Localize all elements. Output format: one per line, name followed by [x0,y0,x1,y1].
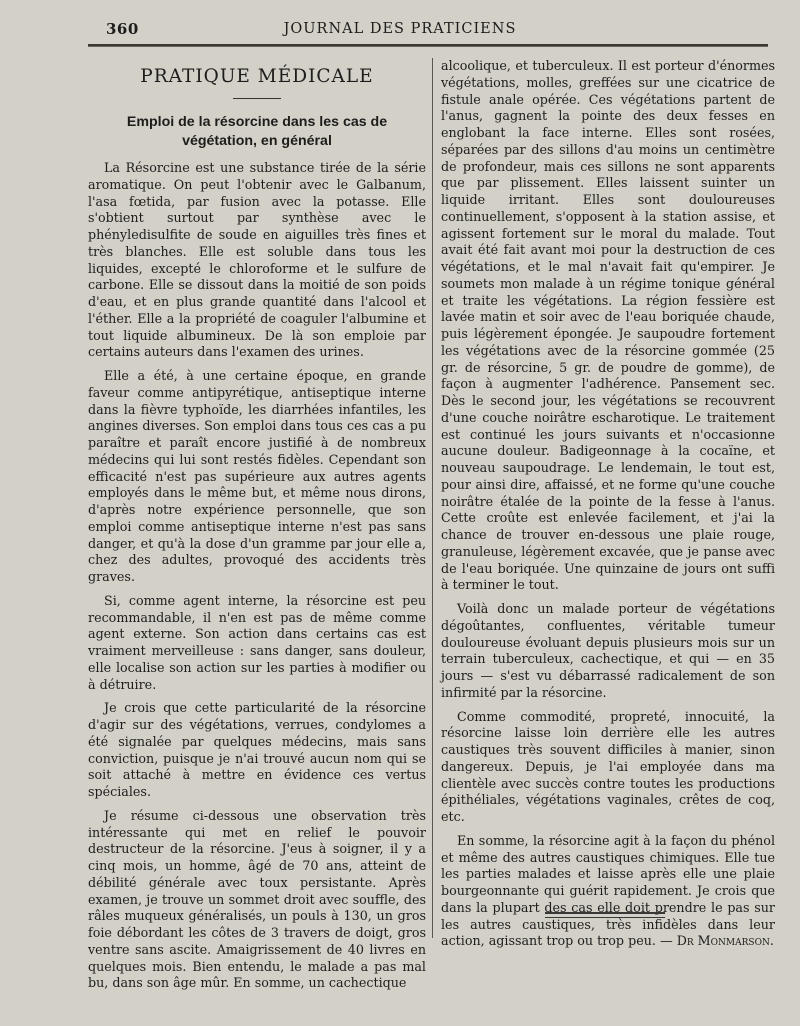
left-column [88,58,426,999]
paragraph: Je résume ci-dessous une observation très intéressante qui met en relief le pouvoir destructeur de la résorcine. J'eus à soigner, il y a cinq mois, un homme, âgé de 70 ans, atteint de débilité générale avec toux persistante. Après examen, je trouve un sommet droit avec souffle, des râles muqueux généralisés, un pouls à 130, un gros foie débordant les côtes de 3 travers de doigt, gros ventre sans ascite. Amaigrissement de 40 livres en quelques mois. Bien entendu, le malade a pas mal bu, dans son âge mûr. En somme, un cachectique [88,807,426,991]
paragraph: Elle a été, à une certaine époque, en grande faveur comme antipyrétique, antiseptique interne dans la fièvre typhoïde, les diarrhées infantiles, les angines diverses. Son emploi dans tous ces cas a pu paraître et paraît encore justifié à de nombreux médecins qui lui sont restés fidèles. Cependant son efficacité n'est pas supérieure aux autres agents employés dans le même but, et même nous dirons, d'après notre expérience personnelle, que son emploi comme antiseptique interne n'est pas sans danger, et qu'à la dose d'un gramme par jour elle a, chez des adultes, provoqué des accidents très graves. [88,368,426,584]
paragraph-with-signature [441,833,775,950]
end-rule [545,912,665,918]
section-divider [233,98,281,99]
paragraph: Je crois que cette particularité de la résorcine d'agir sur des végétations, verrues, condylomes a été signalée par quelques médecins, mais sans conviction, puisque je n'ai trouvé aucun nom qui se soit attaché à mettre en évidence ces vertus spéciales. [88,700,426,799]
paragraph: Comme commodité, propreté, innocuité, la résorcine laisse loin derrière elle les autres caustiques très souvent difficiles à manier, sinon dangereux. Depuis, je l'ai employée dans ma clientèle avec succès contre toutes les productions épithéliales, végétations vaginales, crêtes de coq, etc. [441,708,775,824]
page-number: 360 [106,20,139,38]
article-title: Emploi de la résorcine dans les cas de végétation, en général [126,114,388,149]
running-title: JOURNAL DES PRATICIENS [283,21,517,37]
page-header [0,0,800,46]
section-title: PRATIQUE MÉDICALE [140,66,374,87]
paragraph: alcoolique, et tuberculeux. Il est porteur d'énormes végétations, molles, greffées sur une cicatrice de fistule anale opérée. Ces végétations partent de l'anus, gagnent la pointe des deux fesses en englobant la face interne. Elles sont rosées, séparées par des sillons d'au moins un centimètre de profondeur, mais ces sillons ne sont apparents que par plissement. Elles laissent suinter un liquide irritant. Elles sont douloureuses continuellement, s'opposent à la station assise, et agissent fortement sur le moral du malade. Tout avait été fait avant moi pour la destruction de ces végétations, et le mal n'avait fait qu'empirer. Je soumets mon malade à un régime tonique général et traite les végétations. La région fessière est lavée matin et soir avec de l'eau boriquée chaude, puis légèrement épongée. Je saupoudre fortement les végétations avec de la résorcine gommée (25 gr. de résorcine, 5 gr. de poudre de gomme), de façon à augmenter l'adhérence. Pansement sec. Dès le second jour, les végétations se recouvrent d'une couche noirâtre escharotique. Le traitement est continué les jours suivants et n'occasionne aucune douleur. Badigeonnage à la cocaïne, et nouveau saupoudrage. Le lendemain, le tout est, pour ainsi dire, affaissé, et ne forme qu'une couche noirâtre étalée de la pointe de la fesse à l'anus. Cette croûte est enlevée facilement, et j'ai la chance de trouver en-dessous une plaie rouge, granuleuse, légèrement excavée, que je panse avec de l'eau boriquée. Une quinzaine de jours ont suffi à terminer le tout. [441,58,775,593]
paragraph: Si, comme agent interne, la résorcine est peu recommandable, il n'en est pas de même comme agent externe. Son action dans certains cas est vraiment merveilleuse : sans danger, sans douleur, elle localise son action sur les parties à modifier ou à détruire. [88,592,426,692]
paragraph: Voilà donc un malade porteur de végétations dégoûtantes, confluentes, véritable tumeur douloureuse évoluant depuis plusieurs mois sur un terrain tuberculeux, cachectique, et qui — en 35 jours — s'est vu débarrassé radicalement de son infirmité par la résorcine. [441,601,775,700]
header-rule [88,44,768,47]
right-column [441,58,775,957]
author-signature: Dr Monmarson. [676,933,774,949]
column-divider [432,58,433,938]
paragraph: En somme, la résorcine agit à la façon du phénol et même des autres caustiques chimiques. Elle tue les parties malades et laisse après elle une plaie bourgeonnante qui guérit rapidement. Je crois que dans la plupart des cas elle doit prendre le pas sur les autres caustiques, très infidèles dans leur action, agissant trop ou trop peu. — [441,832,775,949]
paragraph: La Résorcine est une substance tirée de la série aromatique. On peut l'obtenir avec le Galbanum, l'asa fœtida, par fusion avec la potasse. Elle s'obtient surtout par synthèse avec le phényledisulfite de soude en aiguilles très fines et très blanches. Elle est soluble dans tous les liquides, excepté le chloroforme et le sulfure de carbone. Elle se dissout dans la moitié de son poids d'eau, et en plus grande quantité dans l'alcool et l'éther. Elle a la propriété de coaguler l'albumine et tout liquide albumineux. De là son emploie par certains auteurs dans l'examen des urines. [88,160,426,360]
